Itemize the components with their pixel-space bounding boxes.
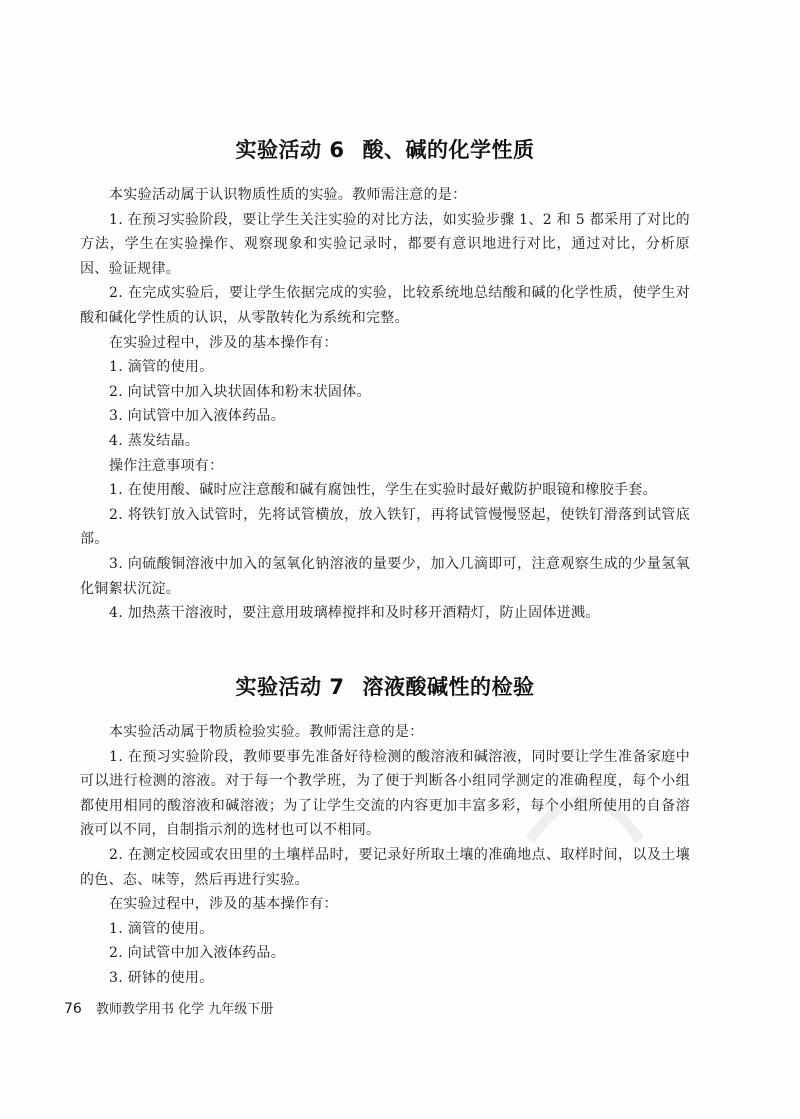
paragraph: 2. 在完成实验后，要让学生依据完成的实验，比较系统地总结酸和碱的化学性质，使学生对酸和碱化学性质的认识，从零散转化为系统和完整。 — [80, 285, 690, 326]
section-heading — [80, 672, 690, 702]
list-item: 1. 在使用酸、碱时应注意酸和碱有腐蚀性，学生在实验时最好戴防护眼镜和橡胶手套。 — [109, 482, 657, 499]
list-item: 2. 将铁钉放入试管时，先将试管横放，放入铁钉，再将试管慢慢竖起，使铁钉滑落到试管底部。 — [80, 506, 690, 548]
page-number: 76 — [64, 1001, 82, 1017]
list-item: 4. 加热蒸干溶液时，要注意用玻璃棒搅拌和及时移开酒精灯，防止固体迸溅。 — [109, 605, 600, 622]
section-heading — [80, 135, 690, 165]
list-item: 2. 向试管中加入块状固体和粉末状固体。 — [109, 383, 371, 400]
list-item: 1. 滴管的使用。 — [109, 920, 214, 937]
paragraph: 在实验过程中，涉及的基本操作有： — [109, 334, 338, 351]
heading-title: 溶液酸碱性的检验 — [362, 675, 535, 699]
list-item: 3. 向硫酸铜溶液中加入的氢氧化钠溶液的量要少，加入几滴即可，注意观察生成的少量氢氧化铜絮状沉淀。 — [80, 555, 690, 597]
heading-prefix: 实验活动 6 — [235, 138, 345, 162]
list-item: 2. 在测定校园或农田里的土壤样品时，要记录好所取土壤的准确地点、取样时间，以及土壤的色、态、味等，然后再进行实验。 — [80, 846, 690, 888]
paragraph: 1. 在预习实验阶段，要让学生关注实验的对比方法，如实验步骤 1、2 和 5 都采用了对比的方法，学生在实验操作、观察现象和实验记录时，都要有意识地进行对比，通过对比，分析原因、验证规律。 — [80, 211, 690, 277]
list-item: 4. 蒸发结晶。 — [109, 432, 200, 449]
list-item: 2. 向试管中加入液体药品。 — [109, 945, 286, 962]
list-item: 3. 向试管中加入液体药品。 — [109, 408, 286, 425]
heading-title: 酸、碱的化学性质 — [362, 138, 535, 162]
paragraph: 在实验过程中，涉及的基本操作有： — [109, 896, 338, 913]
book-title: 教师教学用书 化学 九年级下册 — [95, 1002, 274, 1017]
paragraph: 本实验活动属于认识物质性质的实验。教师需注意的是： — [109, 187, 467, 203]
list-item: 1. 在预习实验阶段，教师要事先准备好待检测的酸溶液和碱溶液，同时要让学生准备家庭中可以进行检测的溶液。对于每一个教学班，为了便于判断各小组同学测定的准确程度，每个小组都使用相同的酸溶液和碱溶液；为了让学生交流的内容更加丰富多彩，每个小组所使用的自备溶液可以不同，自制指示剂的选材也可以不相同。 — [80, 748, 690, 839]
section-activity-6 — [80, 135, 690, 626]
page-footer — [64, 999, 273, 1020]
paragraph: 操作注意事项有： — [109, 457, 224, 474]
heading-prefix: 实验活动 7 — [235, 675, 345, 699]
list-item: 1. 滴管的使用。 — [109, 359, 214, 376]
watermark-graphic — [520, 770, 650, 850]
list-item: 3. 研钵的使用。 — [109, 969, 214, 986]
paragraph: 本实验活动属于物质检验实验。教师需注意的是： — [109, 724, 424, 740]
